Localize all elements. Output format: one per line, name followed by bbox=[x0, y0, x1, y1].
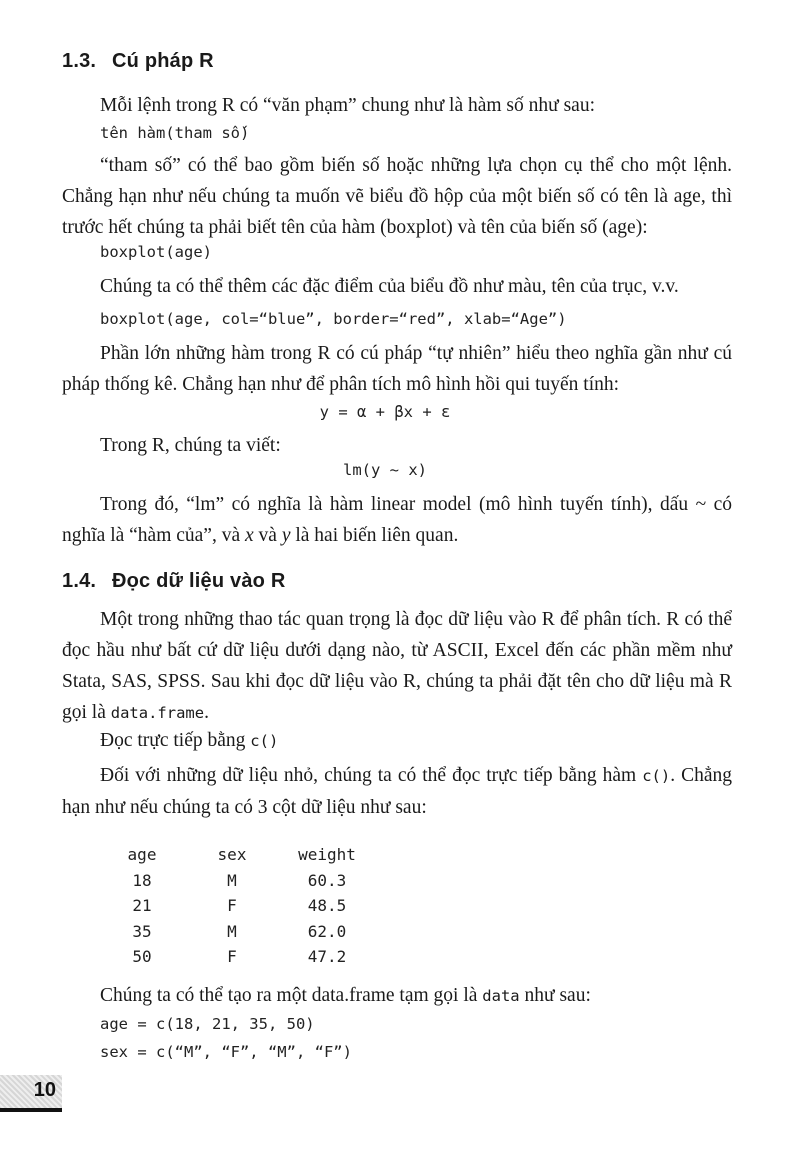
paragraph-read-data bbox=[62, 604, 732, 729]
table-cell: F bbox=[227, 947, 237, 966]
inline-code-c: c() bbox=[250, 732, 279, 750]
text-segment: như sau: bbox=[519, 985, 591, 1006]
data-table bbox=[110, 842, 364, 970]
table-cell: 48.5 bbox=[307, 896, 347, 915]
table-header: weight bbox=[298, 845, 356, 864]
variable-x: x bbox=[245, 525, 254, 546]
variable-y: y bbox=[281, 525, 291, 546]
code-sex-vector: sex = c(“M”, “F”, “M”, “F”) bbox=[100, 1043, 352, 1061]
code-boxplot-options: boxplot(age, col=“blue”, border=“red”, xlab=“Age”) bbox=[100, 310, 567, 328]
table-row bbox=[110, 919, 364, 945]
paragraph-features: Chúng ta có thể thêm các đặc điểm của biểu đồ như màu, tên của trục, v.v. bbox=[100, 276, 679, 297]
table-cell: M bbox=[227, 921, 237, 941]
paragraph-params: “tham số” có thể bao gồm biến số hoặc những lựa chọn cụ thể cho một lệnh. Chẳng hạn như nếu chúng ta muốn vẽ biểu đồ hộp của một biến số có tên là age, thì trước hết chúng ta phải biết tên của hàm (boxplot) và tên của biến số (age): bbox=[62, 155, 732, 238]
table-cell: 47.2 bbox=[307, 947, 347, 966]
paragraph-small-data bbox=[62, 760, 732, 823]
section-heading-1-4 bbox=[62, 570, 285, 593]
table-row bbox=[110, 893, 364, 919]
table-cell: 60.3 bbox=[307, 870, 347, 890]
text-segment: . bbox=[204, 702, 209, 723]
formula-linear-model: y = α + βx + ε bbox=[319, 403, 451, 421]
code-lm: lm(y ~ x) bbox=[343, 461, 427, 479]
table-cell: 35 bbox=[132, 921, 152, 941]
section-heading-1-3 bbox=[62, 50, 214, 73]
paragraph-in-r: Trong R, chúng ta viết: bbox=[100, 435, 281, 456]
page-number: 10 bbox=[33, 1079, 56, 1101]
text-segment: . Chẳng hạn như nếu chúng ta có 3 cột dữ liệu như sau: bbox=[62, 765, 732, 818]
table-row bbox=[110, 944, 364, 970]
text-segment: và bbox=[253, 525, 282, 546]
paragraph-create-frame bbox=[62, 980, 732, 1012]
inline-code-data-frame: data.frame bbox=[110, 704, 205, 722]
text-segment: Đối với những dữ liệu nhỏ, chúng ta có thể đọc trực tiếp bằng hàm bbox=[100, 765, 643, 786]
paragraph-natural-syntax: Phần lớn những hàm trong R có cú pháp “tự nhiên” hiểu theo nghĩa gần như cú pháp thống kê. Chẳng hạn như để phân tích mô hình hồi qui tuyến tính: bbox=[62, 343, 732, 395]
inline-code-data: data bbox=[482, 987, 520, 1005]
section-number: 1.3. bbox=[62, 50, 97, 72]
text-segment: Trong đó, “lm” có nghĩa là hàm linear model (mô hình tuyến tính), dấu ~ có nghĩa là “hàm của”, và bbox=[62, 494, 732, 546]
table-row bbox=[110, 868, 364, 894]
code-general-syntax: tên hàm(tham số) bbox=[100, 124, 250, 142]
text-segment: là hai biến liên quan. bbox=[290, 525, 459, 546]
table-cell: F bbox=[227, 896, 237, 915]
section-title: Cú pháp R bbox=[112, 50, 214, 72]
text-segment: Một trong những thao tác quan trọng là đọc dữ liệu vào R để phân tích. R có thể đọc hầu như bất cứ dữ liệu dưới dạng nào, từ ASCII, Excel đến các phần mềm như Stata, SAS, SPSS. Sau khi đọc dữ liệu vào R, chúng ta phải đặt tên cho dữ liệu mà R gọi là bbox=[62, 609, 732, 723]
table-cell: 62.0 bbox=[307, 921, 347, 941]
table-header: age bbox=[127, 845, 157, 864]
table-header: sex bbox=[217, 845, 247, 864]
table-header-row bbox=[110, 842, 364, 868]
code-age-vector: age = c(18, 21, 35, 50) bbox=[100, 1015, 315, 1033]
table-cell: 50 bbox=[132, 947, 152, 966]
inline-code-c: c() bbox=[642, 767, 671, 785]
table-cell: M bbox=[227, 870, 237, 890]
section-title: Đọc dữ liệu vào R bbox=[112, 570, 286, 592]
section-number: 1.4. bbox=[62, 570, 97, 592]
paragraph-lm-meaning bbox=[62, 489, 732, 551]
code-boxplot: boxplot(age) bbox=[100, 243, 212, 261]
page-number-box bbox=[0, 1075, 62, 1109]
paragraph-intro: Mỗi lệnh trong R có “văn phạm” chung như là hàm số như sau: bbox=[100, 95, 596, 116]
paragraph-direct-read bbox=[62, 725, 732, 757]
table-cell: 21 bbox=[132, 896, 152, 915]
text-segment: Đọc trực tiếp bằng bbox=[100, 730, 251, 751]
table-cell: 18 bbox=[132, 870, 152, 890]
footer-rule bbox=[0, 1108, 62, 1112]
text-segment: Chúng ta có thể tạo ra một data.frame tạm gọi là bbox=[100, 985, 483, 1006]
